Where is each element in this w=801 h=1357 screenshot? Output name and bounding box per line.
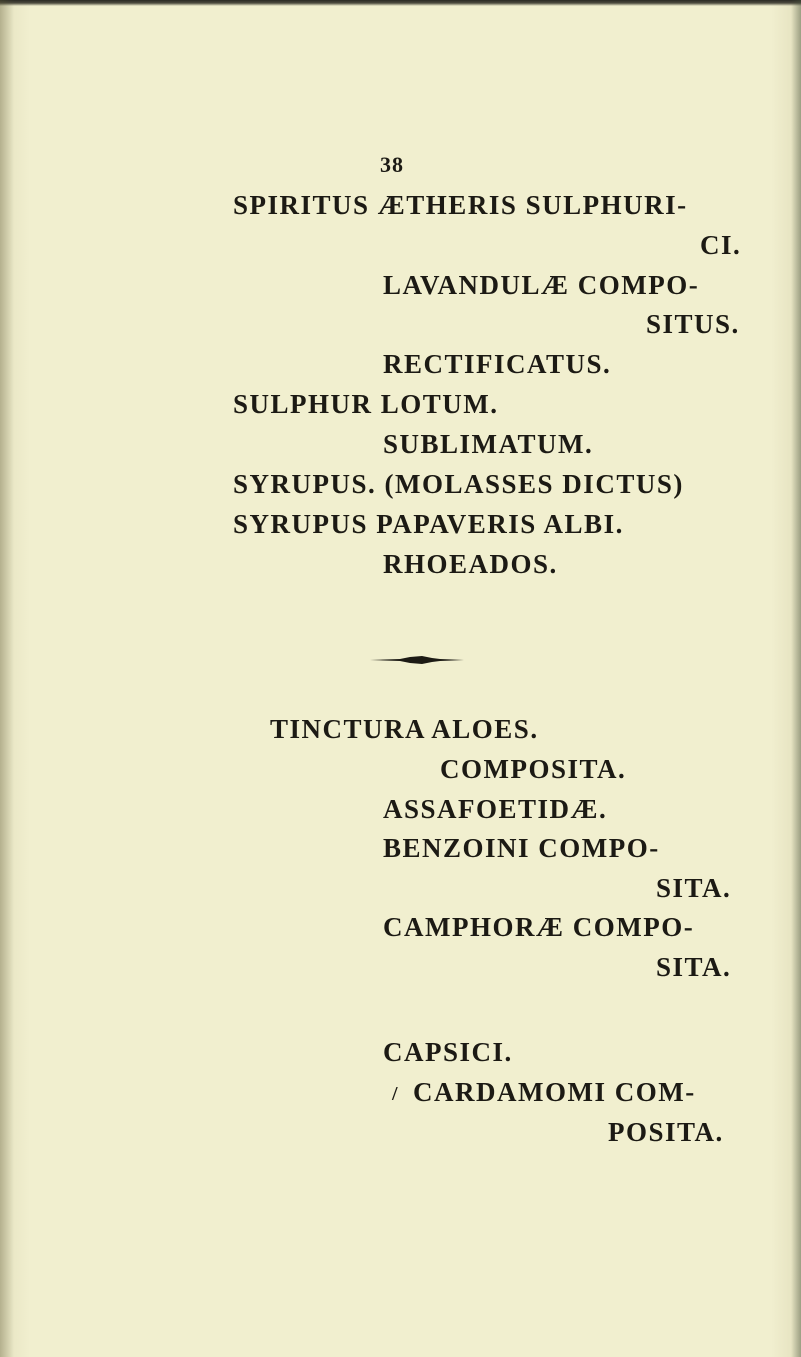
entry-line: SITA. — [656, 952, 732, 982]
entry-line: CI. — [700, 230, 742, 260]
entry-line: COMPOSITA. — [440, 754, 627, 784]
entry-line: SUBLIMATUM. — [383, 429, 594, 459]
entry-line: CARDAMOMI COM- — [413, 1077, 696, 1107]
left-edge-shadow — [0, 0, 14, 1357]
entry-line: SYRUPUS PAPAVERIS ALBI. — [233, 509, 624, 539]
entry-line: CAMPHORÆ COMPO- — [383, 912, 695, 942]
entry-line: SYRUPUS. (MOLASSES DICTUS) — [233, 469, 684, 499]
entry-line: ASSAFOETIDÆ. — [383, 794, 608, 824]
entry-line: TINCTURA ALOES. — [270, 714, 539, 744]
entry-line: SULPHUR LOTUM. — [233, 389, 499, 419]
page-number: 38 — [380, 152, 404, 177]
entry-line: CAPSICI. — [383, 1037, 513, 1067]
entry-line: SPIRITUS ÆTHERIS SULPHURI- — [233, 190, 688, 220]
entry-line: RECTIFICATUS. — [383, 349, 612, 379]
entry-line: SITUS. — [646, 309, 740, 339]
entry-line: POSITA. — [608, 1117, 724, 1147]
ornament-divider-icon — [370, 655, 464, 665]
right-edge-shadow — [791, 0, 801, 1357]
top-edge-shadow — [0, 0, 801, 6]
stray-mark: / — [392, 1083, 398, 1105]
entry-line: SITA. — [656, 873, 732, 903]
entry-line: BENZOINI COMPO- — [383, 833, 660, 863]
entry-line: LAVANDULÆ COMPO- — [383, 270, 700, 300]
entry-line: RHOEADOS. — [383, 549, 558, 579]
